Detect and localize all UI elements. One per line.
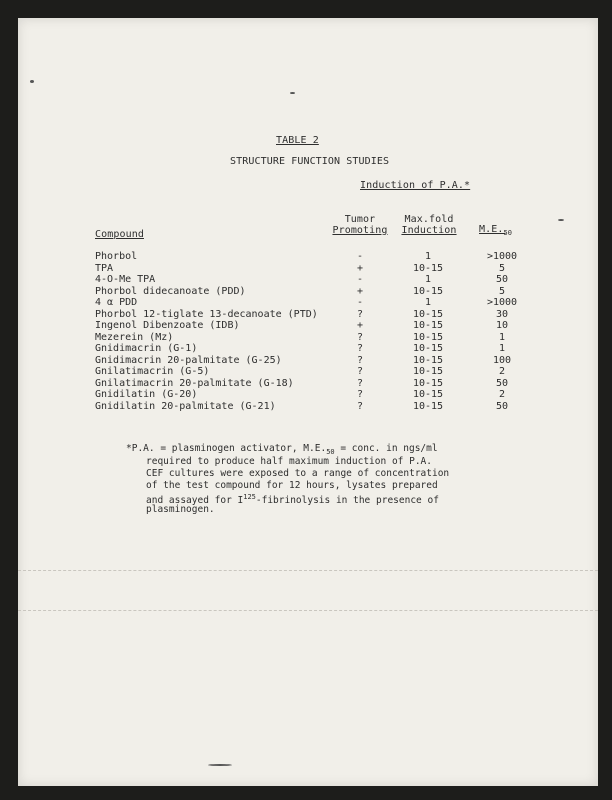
scan-line [18, 570, 598, 571]
compound-cell: TPA [95, 262, 114, 274]
tumor-promoting-cell: + [356, 285, 364, 297]
max-fold-induction-cell: 10-15 [412, 285, 444, 297]
tumor-promoting-cell: ? [356, 354, 364, 366]
table-row [18, 274, 598, 285]
compound-cell: Gnilatimacrin (G-5) [95, 366, 210, 377]
speck [208, 764, 232, 766]
footnote-sup: 125 [243, 493, 256, 501]
compound-cell: Mezerein (Mz) [95, 331, 174, 343]
me50-cell: 50 [495, 274, 509, 285]
table-row [18, 320, 598, 331]
header-tumor-line2: Promoting [332, 225, 388, 236]
table-subtitle: STRUCTURE FUNCTION STUDIES [230, 156, 390, 167]
table-row [18, 366, 598, 377]
footnote-text: -fibrinolysis in the presence of [255, 495, 439, 507]
speck [30, 80, 34, 83]
document-page [18, 18, 598, 786]
table-title: TABLE 2 [276, 135, 319, 146]
tumor-promoting-cell: ? [356, 377, 364, 389]
tumor-promoting-cell: - [356, 297, 364, 308]
table-row [18, 389, 598, 400]
me50-cell: 100 [492, 354, 512, 366]
header-maxfold-line1: Max.fold [404, 214, 454, 225]
me50-cell: 50 [495, 377, 509, 389]
max-fold-induction-cell: 10-15 [412, 366, 444, 377]
group-header: Induction of P.A.* [360, 180, 471, 191]
me50-cell: 1 [498, 331, 506, 343]
compound-cell: Gnidilatin 20-palmitate (G-21) [95, 400, 276, 412]
compound-cell: Ingenol Dibenzoate (IDB) [95, 320, 240, 331]
header-compound [95, 229, 144, 240]
max-fold-induction-cell: 1 [424, 274, 432, 285]
tumor-promoting-cell: ? [356, 308, 364, 320]
me50-cell: 1 [498, 343, 506, 354]
table-row [18, 286, 598, 297]
me50-cell: 10 [495, 320, 509, 331]
compound-cell: 4 α PDD [95, 297, 138, 308]
compound-cell: 4-O-Me TPA [95, 274, 156, 285]
me50-cell: 50 [495, 400, 509, 412]
table-row [18, 378, 598, 389]
me50-cell: 5 [498, 262, 506, 274]
header-maxfold-line2: Induction [401, 225, 457, 236]
table-row [18, 251, 598, 262]
max-fold-induction-cell: 10-15 [412, 331, 444, 343]
footnote-line2: required to produce half maximum induction of P.A. [146, 456, 432, 467]
compound-cell: Phorbol 12-tiglate 13-decanoate (PTD) [95, 308, 318, 320]
table-row [18, 297, 598, 308]
header-tumor-line1: Tumor [344, 214, 376, 225]
me50-cell: 2 [498, 366, 506, 377]
footnote-line6: plasminogen. [146, 504, 215, 515]
compound-cell: Gnidilatin (G-20) [95, 389, 198, 400]
me50-cell: 5 [498, 285, 506, 297]
compound-cell: Phorbol [95, 251, 138, 262]
max-fold-induction-cell: 10-15 [412, 262, 444, 274]
header-me50 [479, 224, 512, 239]
max-fold-induction-cell: 10-15 [412, 377, 444, 389]
me50-cell: 2 [498, 389, 506, 400]
speck [558, 219, 564, 221]
footnote-text: = conc. in ngs/ml [334, 443, 438, 454]
max-fold-induction-cell: 1 [424, 251, 432, 262]
header-compound-label: Compound [95, 229, 144, 240]
max-fold-induction-cell: 10-15 [412, 308, 444, 320]
footnote-line3: CEF cultures were exposed to a range of concentration [146, 468, 450, 479]
footnote-text: *P.A. = plasminogen activator, M.E. [126, 443, 327, 454]
tumor-promoting-cell: + [356, 320, 364, 331]
max-fold-induction-cell: 10-15 [412, 320, 444, 331]
footnote-sub: 50 [326, 447, 335, 456]
max-fold-induction-cell: 10-15 [412, 343, 444, 354]
compound-cell: Gnilatimacrin 20-palmitate (G-18) [95, 377, 294, 389]
max-fold-induction-cell: 1 [424, 297, 432, 308]
compound-cell: Gnidimacrin 20-palmitate (G-25) [95, 354, 282, 366]
tumor-promoting-cell: - [356, 251, 364, 262]
tumor-promoting-cell: ? [356, 366, 364, 377]
table-row [18, 332, 598, 343]
table-row [18, 355, 598, 366]
header-me50-main: M.E. [479, 224, 504, 235]
footnote-line4: of the test compound for 12 hours, lysates prepared [146, 480, 438, 491]
footnote-text: and assayed for I [146, 495, 244, 507]
max-fold-induction-cell: 10-15 [412, 400, 444, 412]
max-fold-induction-cell: 10-15 [412, 389, 444, 400]
me50-cell: 30 [495, 308, 509, 320]
header-me50-sub: 50 [503, 229, 513, 237]
scan-line [18, 610, 598, 611]
tumor-promoting-cell: ? [356, 343, 364, 354]
tumor-promoting-cell: - [356, 274, 364, 285]
speck [290, 92, 295, 94]
tumor-promoting-cell: + [356, 262, 364, 274]
compound-cell: Phorbol didecanoate (PDD) [95, 285, 246, 297]
table-row [18, 309, 598, 320]
max-fold-induction-cell: 10-15 [412, 354, 444, 366]
tumor-promoting-cell: ? [356, 400, 364, 412]
me50-cell: >1000 [486, 251, 518, 262]
compound-cell: Gnidimacrin (G-1) [95, 343, 198, 354]
tumor-promoting-cell: ? [356, 331, 364, 343]
table-row [18, 263, 598, 274]
me50-cell: >1000 [486, 297, 518, 308]
table-row [18, 343, 598, 354]
tumor-promoting-cell: ? [356, 389, 364, 400]
table-row [18, 401, 598, 412]
